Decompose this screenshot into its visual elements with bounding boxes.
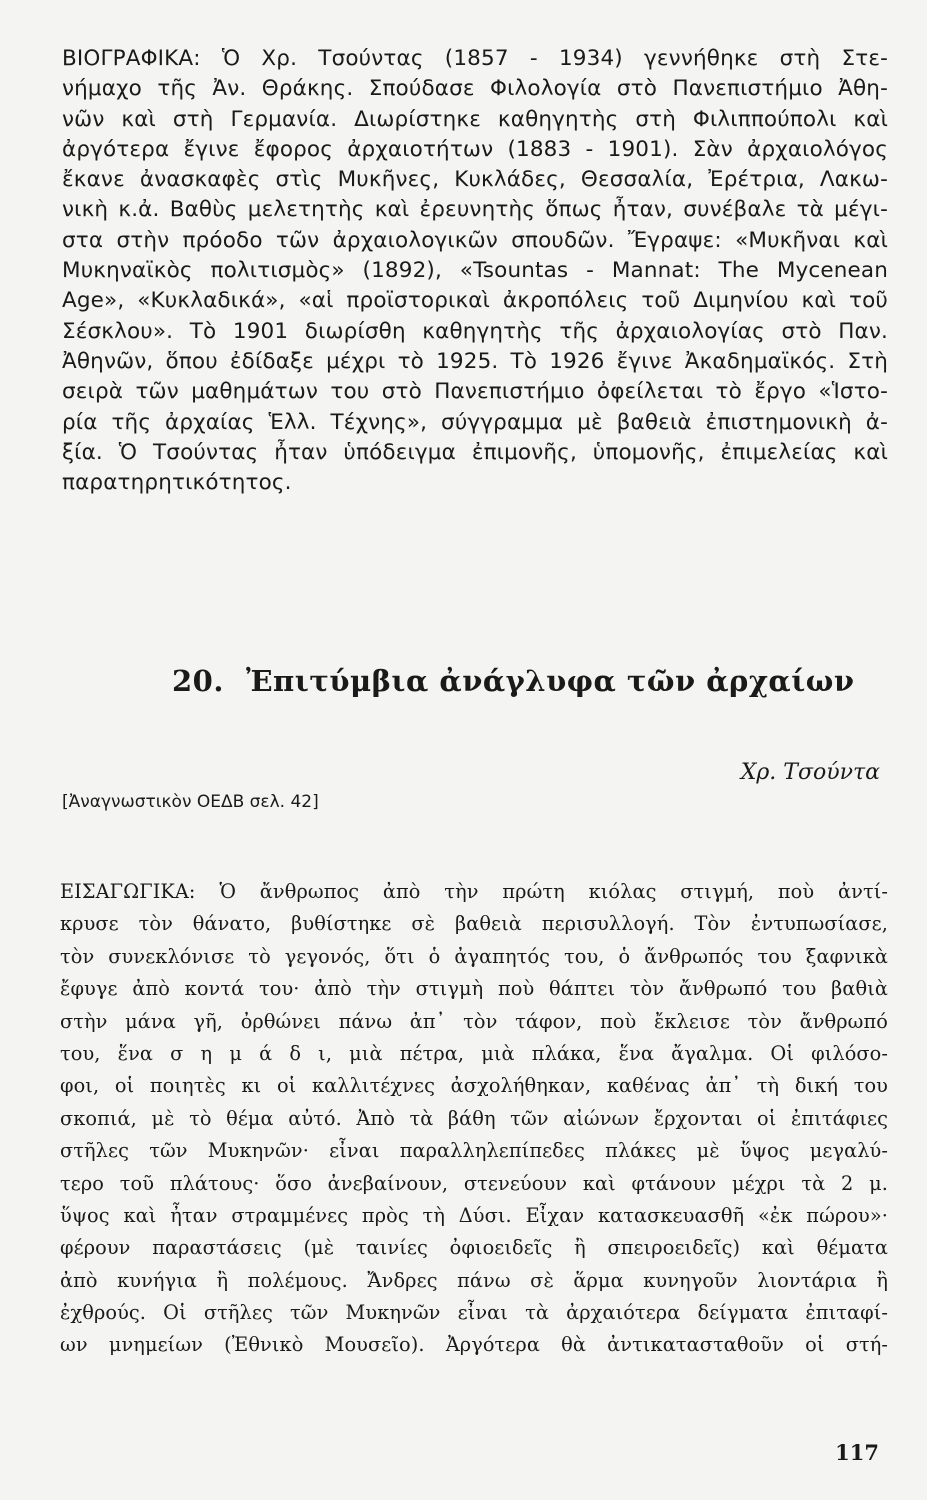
chapter-author: Χρ. Τσούντα (740, 760, 880, 785)
text-line: φοι, οἱ ποιητὲς κι οἱ καλλιτέχνες ἀσχολήθηκαν, καθένας ἀπ᾿ τὴ δική του (60, 1074, 888, 1098)
text-line: νικὴ κ.ἀ. Βαθὺς μελετητὴς καὶ ἐρευνητὴς ὅπως ἦταν, συνέβαλε τὰ μέγι- (62, 197, 888, 223)
text-line: σκοπιά, μὲ τὸ θέμα αὐτό. Ἀπὸ τὰ βάθη τῶν αἰώνων ἔρχονται οἱ ἐπιτάφιες (60, 1106, 888, 1130)
text-line: του, ἕνα σ η μ ά δ ι, μιὰ πέτρα, μιὰ πλάκα, ἕνα ἄγαλμα. Οἱ φιλόσο- (60, 1041, 888, 1065)
text-line: σειρὰ τῶν μαθημάτων του στὸ Πανεπιστήμιο ὀφείλεται τὸ ἔργο «Ἱστο- (62, 379, 888, 405)
chapter-title: Ἐπιτύμβια ἀνάγλυφα τῶν ἀρχαίων (245, 664, 855, 698)
chapter-number: 20. (172, 664, 224, 698)
text-line: φέρουν παραστάσεις (μὲ ταινίες ὀφιοειδεῖς ἢ σπειροειδεῖς) καὶ θέματα (60, 1236, 888, 1260)
text-line: ἀργότερα ἔγινε ἔφορος ἀρχαιοτήτων (1883 - 1901). Σὰν ἀρχαιολόγος (62, 136, 888, 162)
text-line: νήμαχο τῆς Ἀν. Θράκης. Σπούδασε Φιλολογία στὸ Πανεπιστήμιο Ἀθη- (62, 76, 888, 102)
page-number: 117 (835, 1440, 879, 1465)
text-line: Σέσκλου». Τὸ 1901 διωρίσθη καθηγητὴς τῆς ἀρχαιολογίας στὸ Παν. (62, 318, 888, 344)
text-line: νῶν καὶ στὴ Γερμανία. Διωρίστηκε καθηγητὴς στὴ Φιλιππούπολι καὶ (62, 106, 888, 132)
chapter-heading (172, 664, 855, 698)
text-line: τερο τοῦ πλάτους· ὅσο ἀνεβαίνουν, στενεύουν καὶ φτάνουν μέχρι τὰ 2 μ. (60, 1171, 888, 1195)
text-line: ΒΙΟΓΡΑΦΙΚΑ: Ὁ Χρ. Τσούντας (1857 - 1934) γεννήθηκε στὴ Στε- (62, 46, 888, 71)
text-line: στα στὴν πρόοδο τῶν ἀρχαιολογικῶν σπουδῶν. Ἔγραψε: «Μυκῆναι καὶ (62, 227, 888, 253)
text-line: ρία τῆς ἀρχαίας Ἑλλ. Τέχνης», σύγγραμμα μὲ βαθειὰ ἐπιστημονικὴ ἀ- (62, 409, 888, 435)
text-line: ὕψος καὶ ἦταν στραμμένες πρὸς τὴ Δύσι. Εἶχαν κατασκευασθῆ «ἐκ πώρου»· (60, 1203, 888, 1227)
text-line: ἀπὸ κυνήγια ἢ πολέμους. Ἄνδρες πάνω σὲ ἅρμα κυνηγοῦν λιοντάρια ἢ (60, 1268, 888, 1292)
introduction-paragraph (60, 876, 888, 1362)
text-line: ἔφυγε ἀπὸ κοντά του· ἀπὸ τὴν στιγμὴ ποὺ θάπτει τὸν ἄνθρωπό του βαθιὰ (60, 977, 888, 1001)
text-line: παρατηρητικότητος. (62, 470, 292, 496)
text-line: Age», «Κυκλαδικά», «αἱ προϊστορικαὶ ἀκροπόλεις τοῦ Διμηνίου καὶ τοῦ (62, 288, 888, 314)
text-line: ξία. Ὁ Τσούντας ἦταν ὑπόδειγμα ἐπιμονῆς, ὑπομονῆς, ἐπιμελείας καὶ (62, 439, 888, 465)
source-reference: [Ἀναγνωστικὸν ΟΕΔΒ σελ. 42] (62, 792, 319, 812)
text-line: ΕΙΣΑΓΩΓΙΚΑ: Ὁ ἄνθρωπος ἀπὸ τὴν πρώτη κιόλας στιγμή, ποὺ ἀντί- (60, 880, 888, 903)
text-line: Ἀθηνῶν, ὅπου ἐδίδαξε μέχρι τὸ 1925. Τὸ 1926 ἔγινε Ἀκαδημαϊκός. Στὴ (62, 348, 888, 374)
text-line: κρυσε τὸν θάνατο, βυθίστηκε σὲ βαθειὰ περισυλλογή. Τὸν ἐντυπωσίασε, (60, 912, 888, 936)
text-line: ἐχθρούς. Οἱ στῆλες τῶν Μυκηνῶν εἶναι τὰ ἀρχαιότερα δείγματα ἐπιταφί- (60, 1301, 888, 1325)
text-line: Μυκηναϊκὸς πολιτισμὸς» (1892), «Tsountas - Mannat: The Mycenean (62, 258, 888, 284)
text-line: στὴν μάνα γῆ, ὀρθώνει πάνω ἀπ᾿ τὸν τάφον, ποὺ ἔκλεισε τὸν ἄνθρωπό (60, 1009, 888, 1033)
text-line: στῆλες τῶν Μυκηνῶν· εἶναι παραλληλεπίπεδες πλάκες μὲ ὕψος μεγαλύ- (60, 1139, 888, 1163)
text-line: ων μνημείων (Ἐθνικὸ Μουσεῖο). Ἀργότερα θὰ ἀντικατασταθοῦν οἱ στή- (60, 1333, 888, 1357)
biography-paragraph (62, 44, 888, 498)
text-line: τὸν συνεκλόνισε τὸ γεγονός, ὅτι ὁ ἀγαπητός του, ὁ ἄνθρωπός του ξαφνικὰ (60, 944, 888, 968)
text-line: ἔκανε ἀνασκαφὲς στὶς Μυκῆνες, Κυκλάδες, Θεσσαλία, Ἐρέτρια, Λακω- (62, 167, 888, 193)
